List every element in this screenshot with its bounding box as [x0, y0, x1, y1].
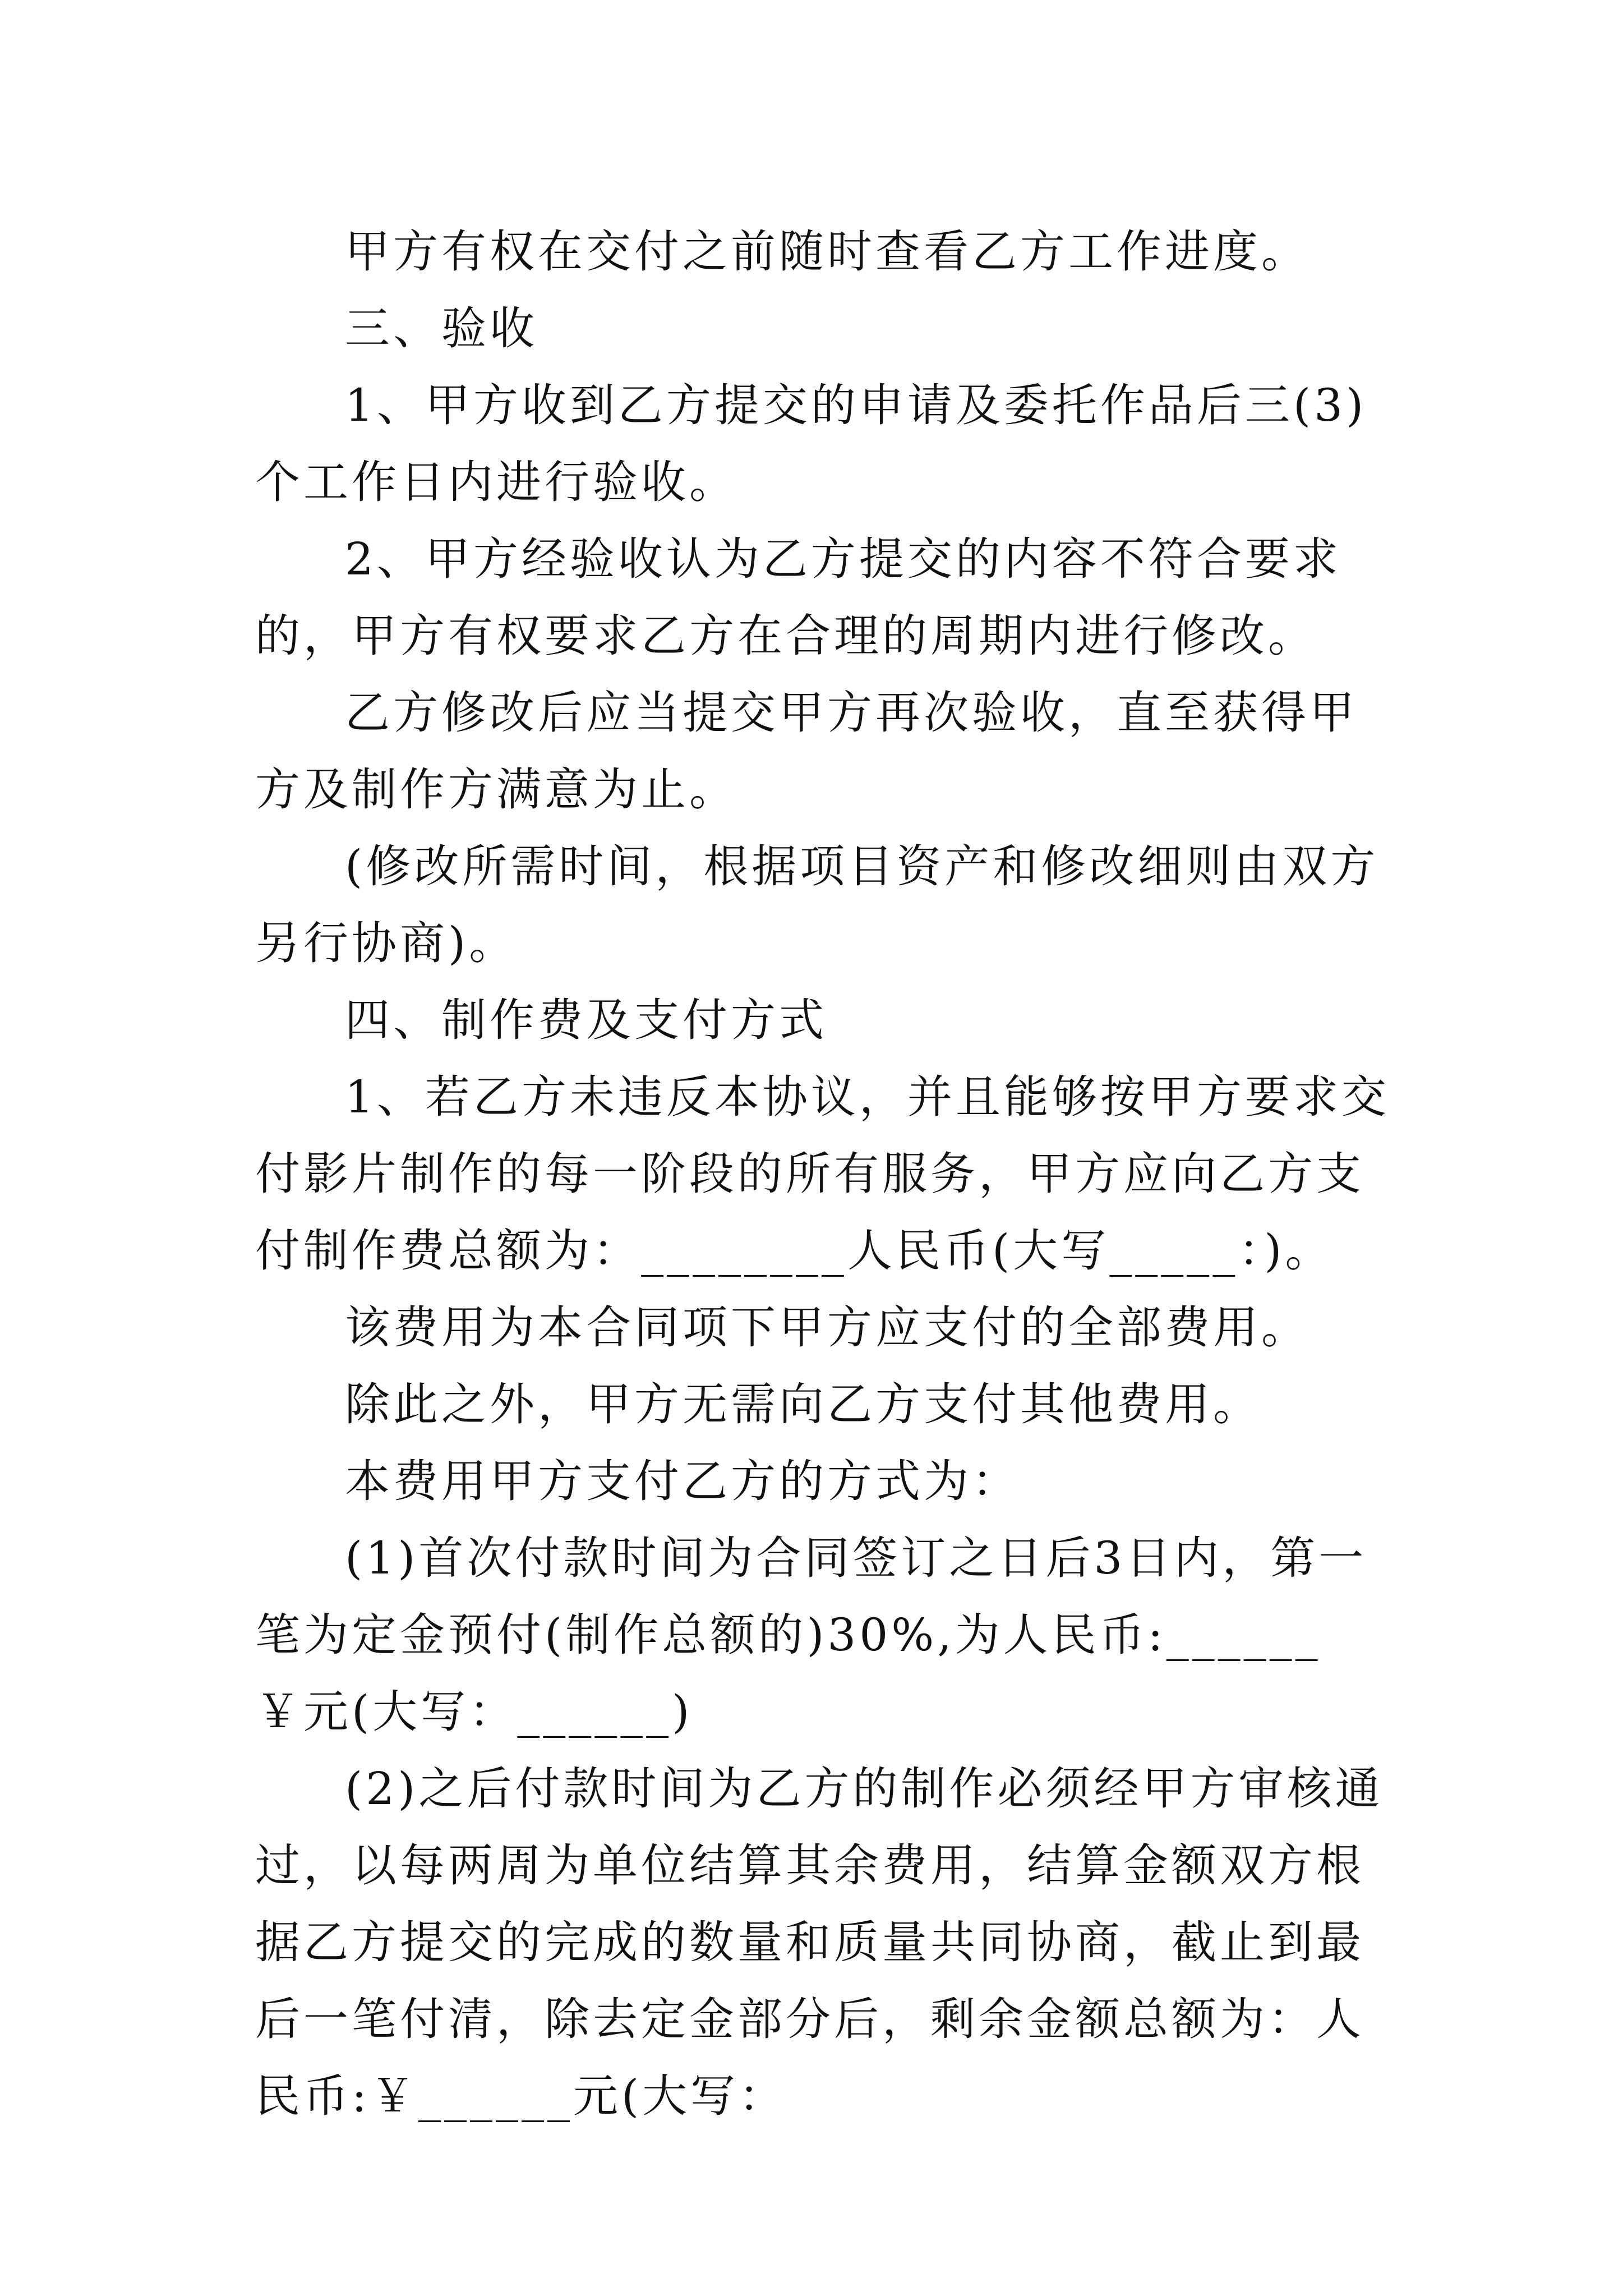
paragraph-acceptance-2: 2、甲方经验收认为乙方提交的内容不符合要求的，甲方有权要求乙方在合理的周期内进行修改。 — [255, 533, 1341, 662]
section-heading-fees: 四、制作费及支付方式 — [345, 994, 827, 1046]
paragraph-no-other-fees: 除此之外，甲方无需向乙方支付其他费用。 — [345, 1378, 1261, 1430]
paragraph-later-payments: (2)之后付款时间为乙方的制作必须经甲方审核通过，以每两周为单位结算其余费用，结算金额双方根据乙方提交的完成的数量和质量共同协商，截止到最后一笔付清，除去定金部分后，剩余金额总额为：人民币:￥______元(大写： — [255, 1763, 1384, 2122]
paragraph-revision-time: (修改所需时间，根据项目资产和修改细则由双方另行协商)。 — [255, 840, 1379, 969]
section-heading-acceptance: 三、验收 — [345, 302, 538, 355]
paragraph-resubmit: 乙方修改后应当提交甲方再次验收，直至获得甲方及制作方满意为止。 — [255, 687, 1358, 816]
paragraph-payment-method: 本费用甲方支付乙方的方式为： — [345, 1455, 1020, 1507]
paragraph-fee-total: 1、若乙方未违反本协议，并且能够按甲方要求交付影片制作的每一阶段的所有服务，甲方应向乙方支付制作费总额为：________人民币(大写_____：)。 — [255, 1071, 1390, 1277]
paragraph-progress-check: 甲方有权在交付之前随时查看乙方工作进度。 — [345, 226, 1310, 278]
paragraph-first-payment: (1)首次付款时间为合同签订之日后3日内，第一笔为定金预付(制作总额的)30%,为人民币:______￥元(大写：______) — [255, 1532, 1367, 1738]
paragraph-fee-scope: 该费用为本合同项下甲方应支付的全部费用。 — [345, 1301, 1310, 1354]
document-body — [255, 213, 1399, 2134]
paragraph-acceptance-1: 1、甲方收到乙方提交的申请及委托作品后三(3)个工作日内进行验收。 — [255, 379, 1367, 508]
